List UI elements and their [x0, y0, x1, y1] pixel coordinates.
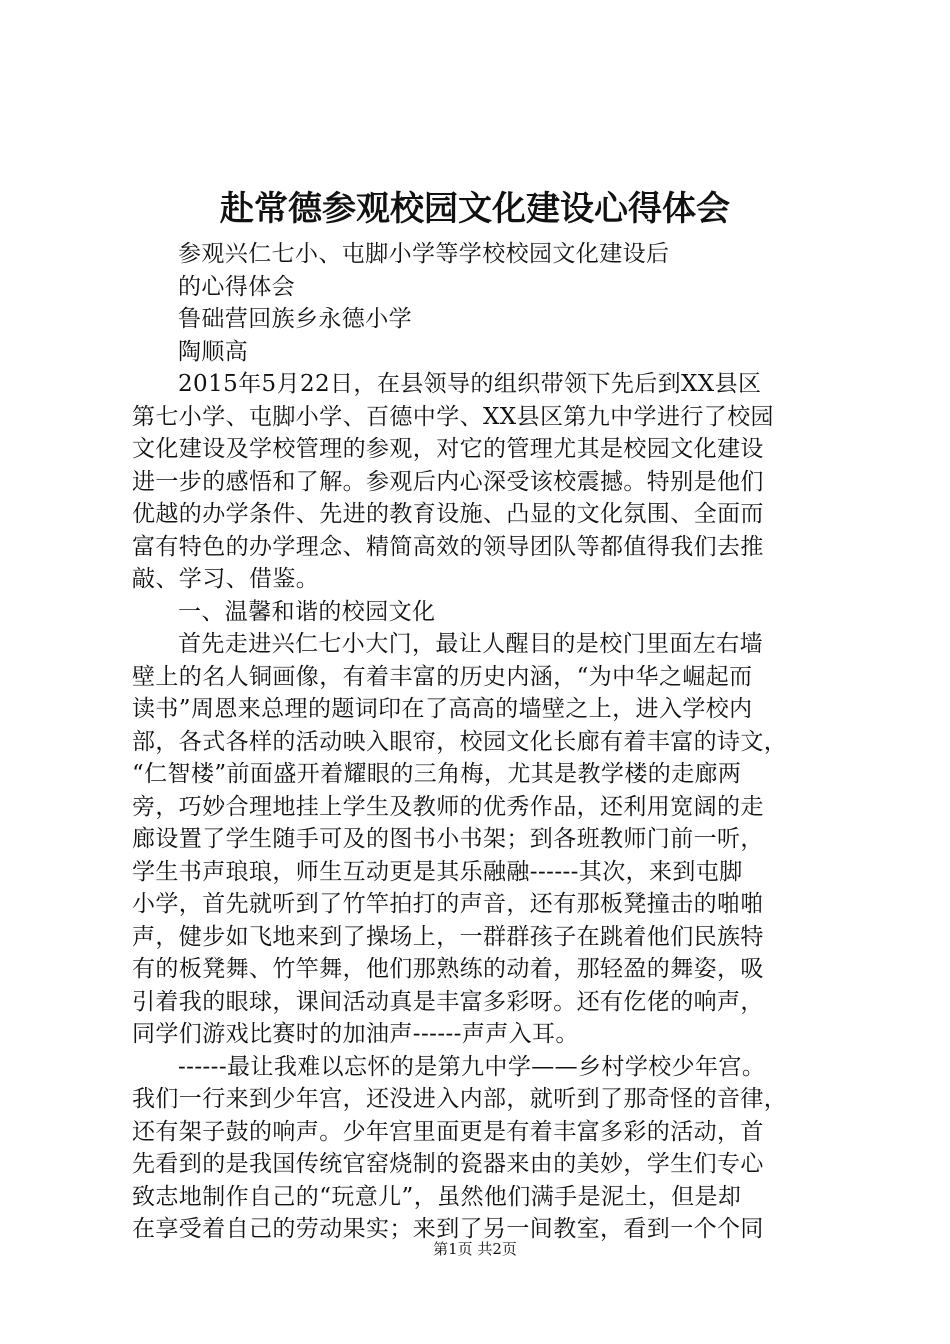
body-line: 先看到的是我国传统官窑烧制的瓷器来由的美妙，学生们专心	[132, 1151, 764, 1177]
body-line: 旁，巧妙合理地挂上学生及教师的优秀作品，还利用宽阔的走	[132, 793, 764, 820]
body-line: 第七小学、屯脚小学、百德中学、XX县区第九中学进行了校园	[132, 403, 774, 430]
body-line: 我们一行来到少年宫，还没进入内部，就听到了那奇怪的音律，	[132, 1086, 788, 1112]
body-line: 有的板凳舞、竹竿舞，他们那熟练的动着，那轻盈的舞姿，吸	[132, 956, 764, 982]
body-line: 读书”周恩来总理的题词印在了高高的墙壁之上，进入学校内	[132, 696, 753, 722]
page-footer: 第1页 共2页	[433, 1240, 517, 1258]
body-line: 部，各式各样的活动映入眼帘，校园文化长廊有着丰富的诗文，	[132, 728, 788, 755]
body-line: 致志地制作自己的“玩意儿”，虽然他们满手是泥土，但是却	[132, 1183, 742, 1210]
body-line: ------最让我难以忘怀的是第九中学——乡村学校少年宫。	[178, 1053, 766, 1080]
body-line: 引着我的眼球，课间活动真是丰富多彩呀。还有仡佬的响声，	[132, 988, 764, 1015]
body-line: 声，健步如飞地来到了操场上，一群群孩子在跳着他们民族特	[132, 923, 764, 950]
body-line: 参观兴仁七小、屯脚小学等学校校园文化建设后	[178, 241, 670, 267]
body-line: 进一步的感悟和了解。参观后内心深受该校震撼。特别是他们	[132, 468, 764, 495]
body-line: 敲、学习、借鉴。	[132, 566, 320, 592]
body-line: 同学们游戏比赛时的加油声------声声入耳。	[132, 1021, 579, 1047]
body-line: 一、温馨和谐的校园文化	[178, 598, 436, 625]
body-line: 首先走进兴仁七小大门，最让人醒目的是校门里面左右墙	[178, 631, 763, 657]
body-line: “仁智楼”前面盛开着耀眼的三角梅，尤其是教学楼的走廊两	[132, 761, 742, 787]
body-line: 2015年5月22日，在县领导的组织带领下先后到XX县区	[178, 371, 762, 397]
body-line: 鲁础营回族乡永德小学	[178, 306, 412, 332]
body-line: 在享受着自己的劳动果实；来到了另一间教室，看到一个个同	[132, 1216, 764, 1242]
body-line: 富有特色的办学理念、精简高效的领导团队等都值得我们去推	[132, 533, 764, 560]
body-line: 壁上的名人铜画像，有着丰富的历史内涵，“为中华之崛起而	[132, 663, 753, 690]
page-title: 赴常德参观校园文化建设心得体会	[220, 189, 730, 229]
document-body	[132, 238, 852, 1246]
body-line: 陶顺高	[178, 338, 249, 365]
body-line: 学生书声琅琅，师生互动更是其乐融融------其次，来到屯脚	[132, 858, 743, 885]
body-line: 廊设置了学生随手可及的图书小书架；到各班教师门前一听，	[132, 826, 764, 852]
body-line: 的心得体会	[178, 273, 295, 300]
body-line: 文化建设及学校管理的参观，对它的管理尤其是校园文化建设	[132, 436, 764, 462]
body-line: 还有架子鼓的响声。少年宫里面更是有着丰富多彩的活动，首	[132, 1118, 764, 1145]
body-line: 优越的办学条件、先进的教育设施、凸显的文化氛围、全面而	[132, 501, 764, 527]
body-line: 小学，首先就听到了竹竿拍打的声音，还有那板凳撞击的啪啪	[132, 891, 764, 917]
